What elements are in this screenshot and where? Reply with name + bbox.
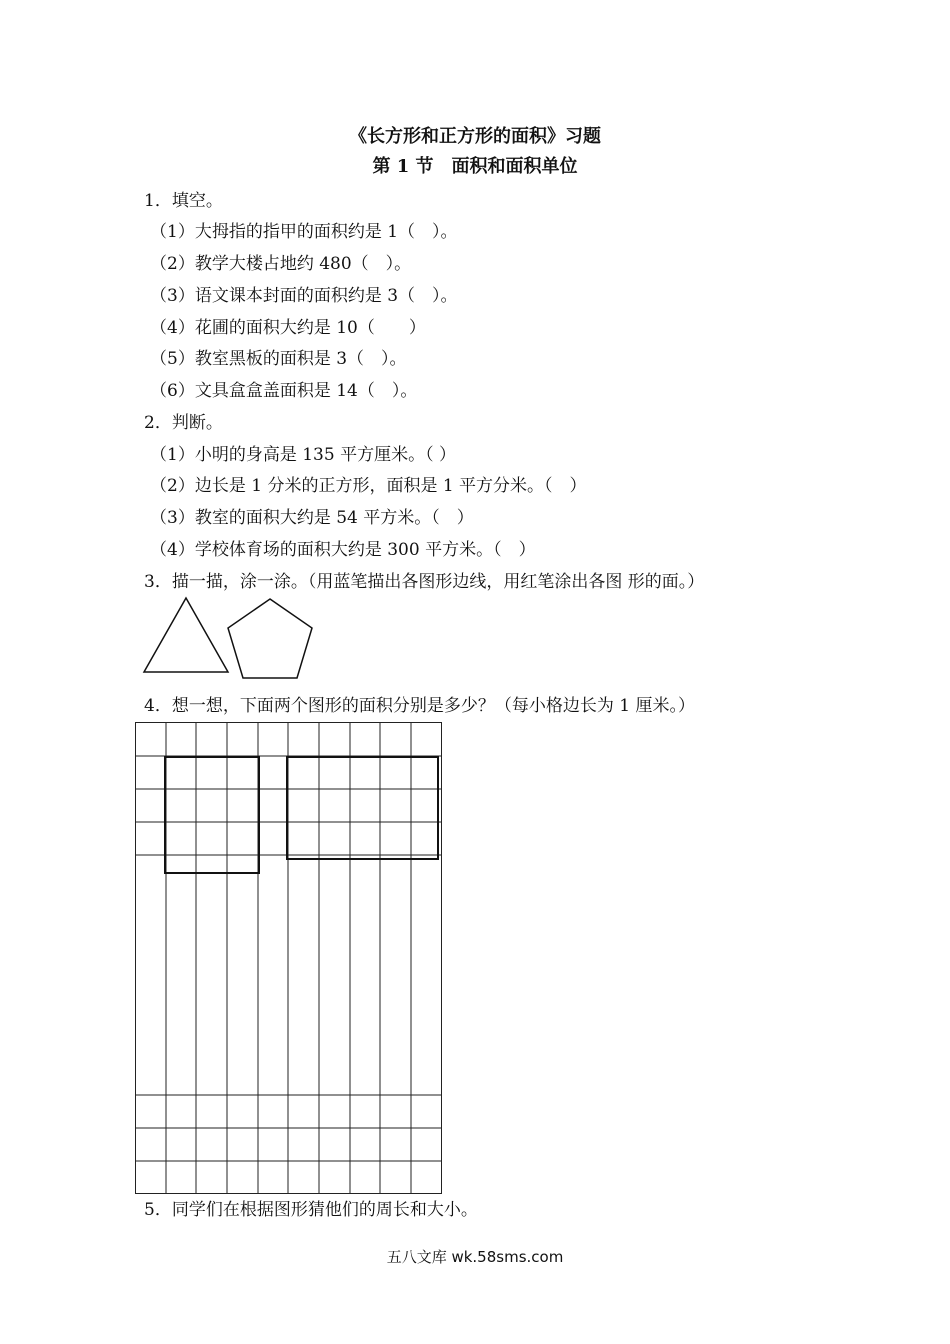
q2-item: （3）教室的面积大约是 54 平方米。（ ） (150, 508, 474, 528)
q1-heading: 1．填空。 (144, 191, 223, 211)
page-title: 《长方形和正方形的面积》习题 (349, 126, 601, 147)
section-title: 第 1 节 面积和面积单位 (372, 156, 578, 177)
q1-item: （5）教室黑板的面积是 3（ ）。 (150, 349, 407, 369)
q1-item: （2）教学大楼占地约 480（ ）。 (150, 254, 412, 274)
q3-shapes (138, 594, 323, 684)
footer-watermark: 五八文库 wk.58sms.com (386, 1248, 564, 1266)
q2-item: （2）边长是 1 分米的正方形，面积是 1 平方分米。（ ） (150, 476, 587, 496)
q2-heading: 2．判断。 (144, 413, 223, 433)
q4-grid (132, 718, 447, 1198)
q5-heading: 5．同学们在根据图形猜他们的周长和大小。 (144, 1200, 478, 1220)
rectangle-shape (287, 757, 438, 859)
q3-heading: 3．描一描，涂一涂。（用蓝笔描出各图形边线，用红笔涂出各图 形的面。） (144, 572, 705, 592)
q1-item: （6）文具盒盒盖面积是 14（ ）。 (150, 381, 418, 401)
grid-lines (136, 723, 442, 1194)
square-shape (165, 757, 259, 873)
q1-item: （1）大拇指的指甲的面积约是 1（ ）。 (150, 222, 458, 242)
q1-item: （3）语文课本封面的面积约是 3（ ）。 (150, 286, 458, 306)
triangle-shape (144, 598, 228, 672)
q2-item: （4）学校体育场的面积大约是 300 平方米。（ ） (150, 540, 536, 560)
q4-heading: 4．想一想，下面两个图形的面积分别是多少？（每小格边长为 1 厘米。） (144, 696, 695, 716)
q1-item: （4）花圃的面积大约是 10（ ） (150, 318, 426, 338)
pentagon-shape (228, 599, 312, 678)
q2-item: （1）小明的身高是 135 平方厘米。（ ） (150, 445, 456, 465)
